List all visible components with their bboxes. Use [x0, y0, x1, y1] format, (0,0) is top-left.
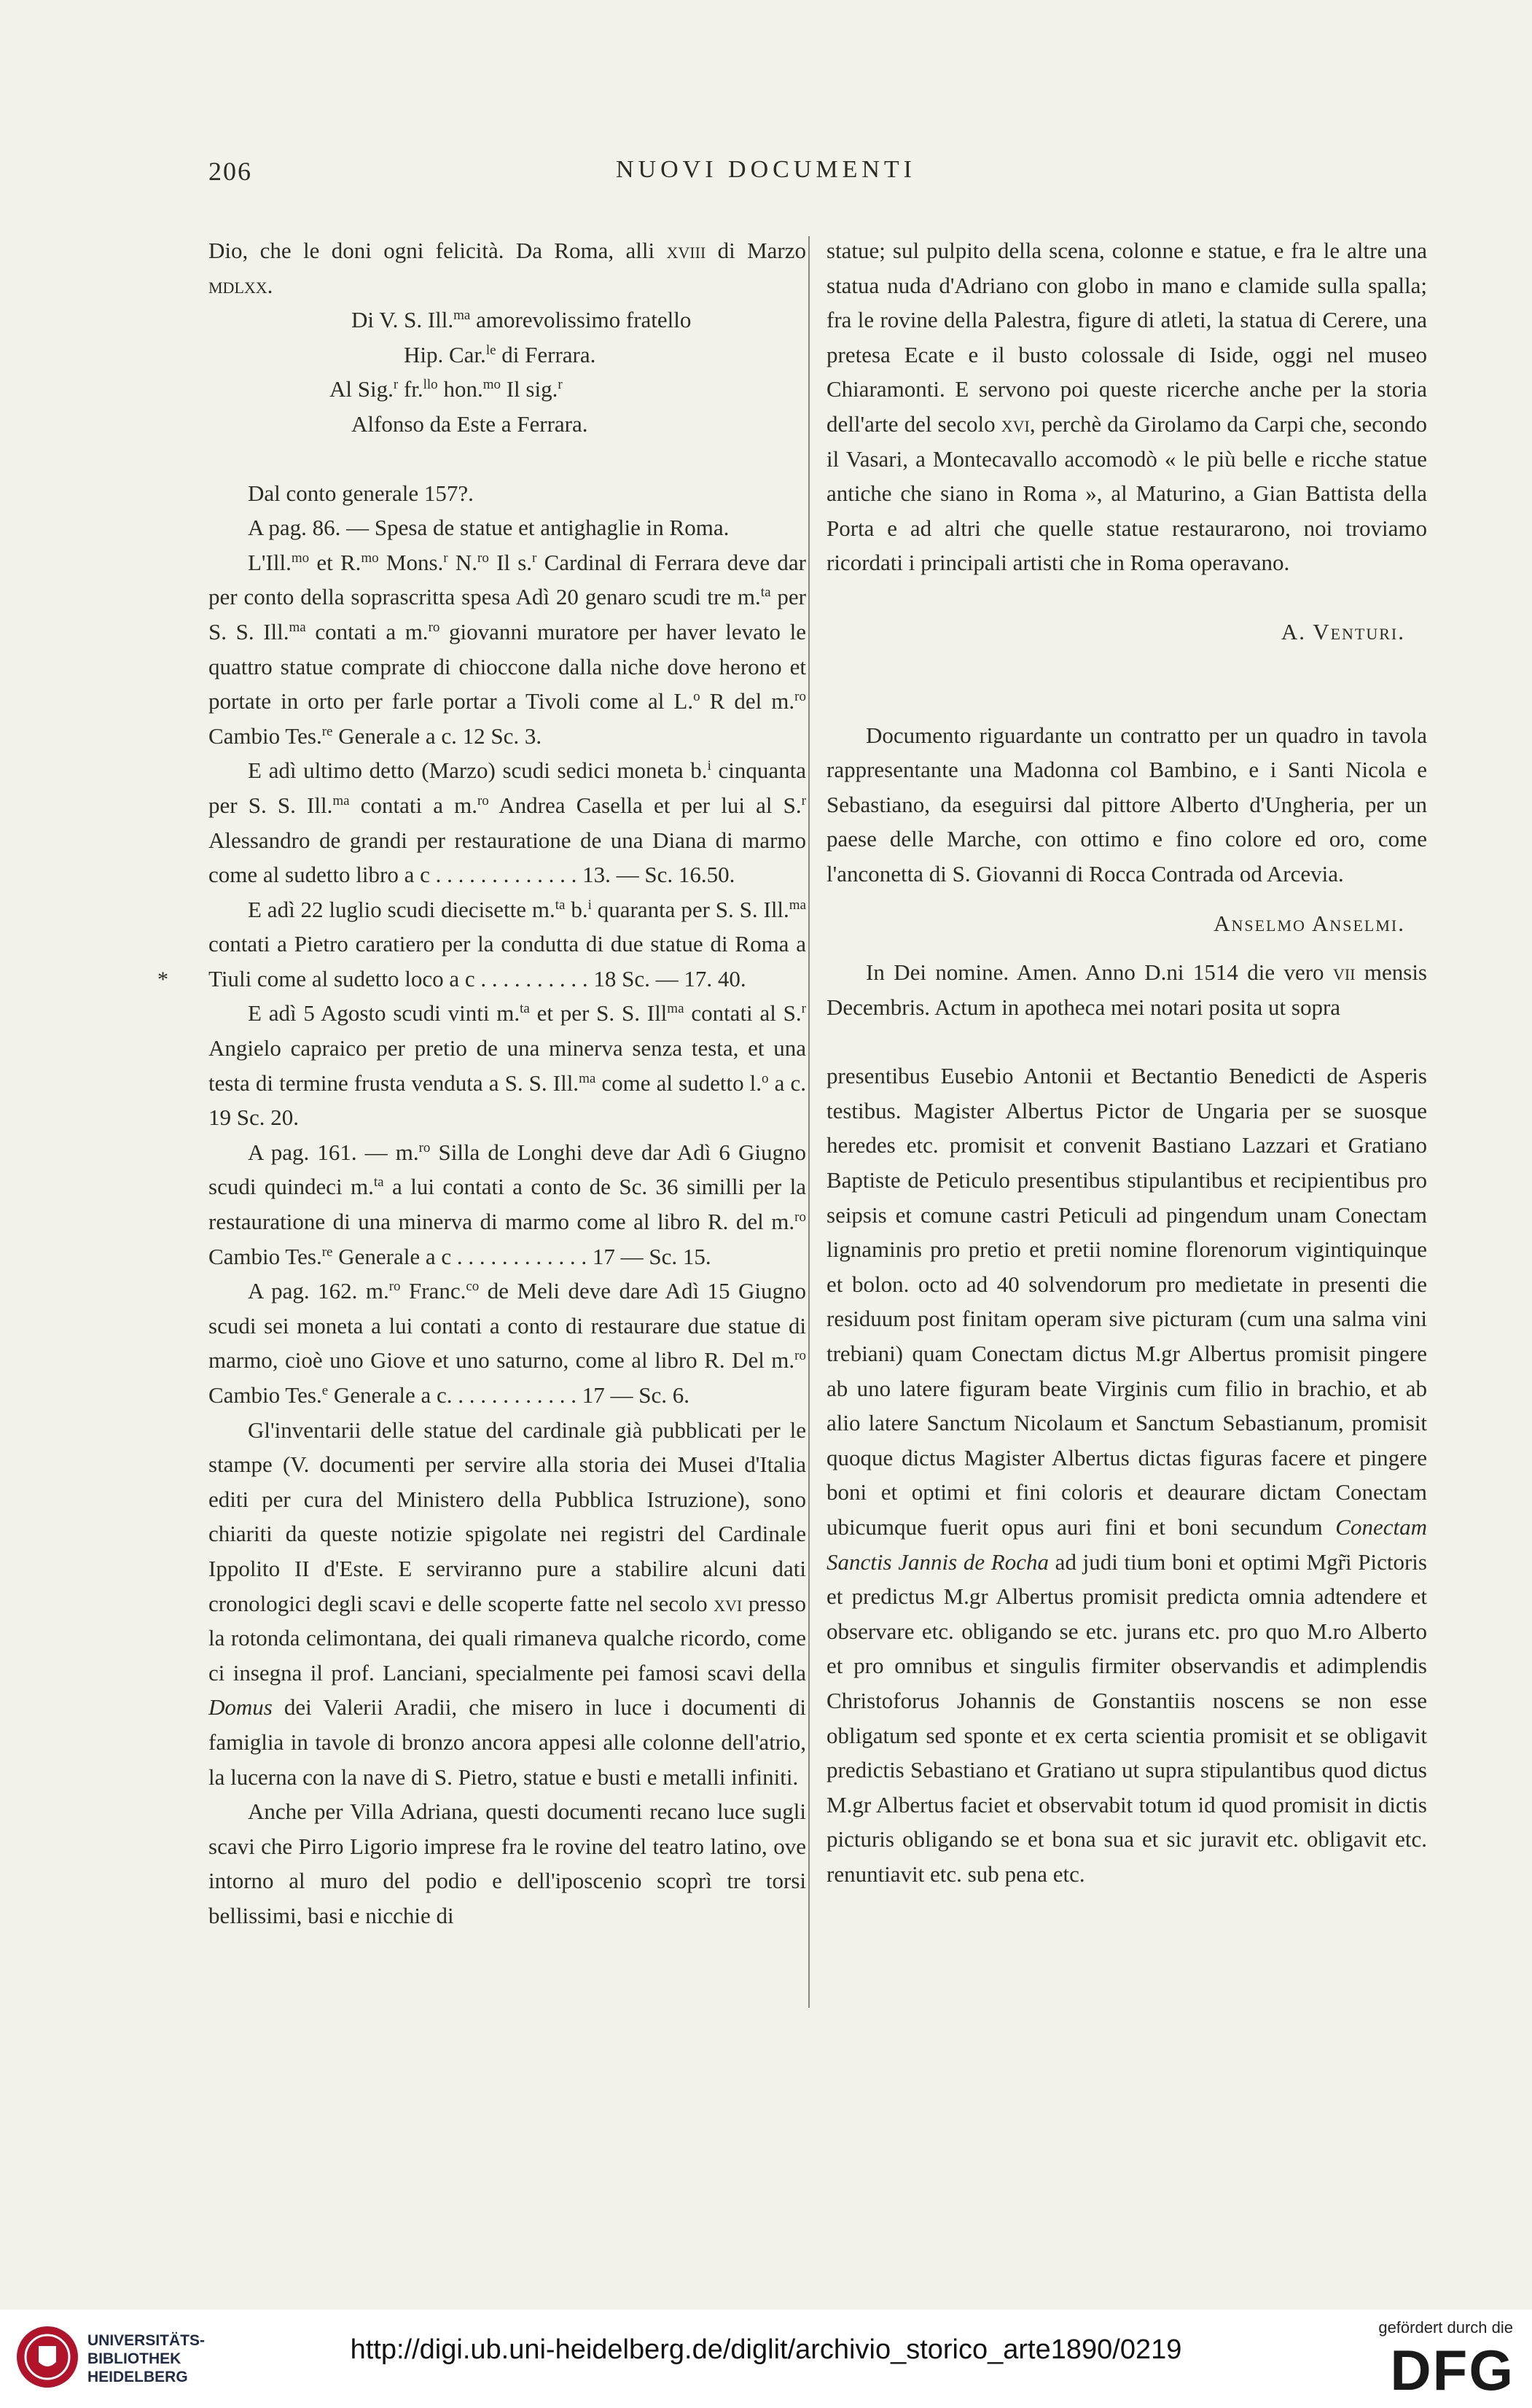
paragraph: Anche per Villa Adriana, questi documenti recano luce sugli scavi che Pirro Ligorio imprese fra le rovine del teatro latino, ove intorno al muro del podio e dell'iposcenio scoprì tre torsi bellissimi, basi e nicchie di: [208, 1799, 806, 1928]
right-column: [826, 233, 1427, 1892]
document-summary: Documento riguardante un contratto per un quadro in tavola rappresentante una Madonna col Bambino, e i Santi Nicola e Sebastiano, da eseguirsi dal pittore Alberto d'Ungheria, per un paese delle Marche, con ottimo e fino colore ed oro, come l'anconetta di S. Giovanni di Rocca Contrada od Arcevia.: [826, 722, 1427, 887]
paragraph: E adì 5 Agosto scudi vinti m.$^{ta}$ et per S. S. Ill$^{ma}$ contati al S.$^r$ Angielo capraico per pretio de una minerva senza testa, et una testa di termine frusta venduta a S. S. Ill.$^{ma}$ come al sudetto l.$^o$ a c. 19 Sc. 20.: [208, 1000, 806, 1131]
institution-name: UNIVERSITÄTS- BIBLIOTHEK HEIDELBERG: [87, 2332, 206, 2385]
column-divider: [808, 236, 810, 2008]
author-signature: A. Venturi.: [1281, 618, 1405, 644]
address-line-2: Alfonso da Este a Ferrara.: [351, 410, 588, 437]
paragraph: L'Ill.$^{mo}$ et R.$^{mo}$ Mons.$^r$ N.$^{ro}$ Il s.$^r$ Cardinal di Ferrara deve dar per conto della soprascritta spesa Adì 20 genaro scudi tre m.$^{ta}$ per S. S. Ill.$^{ma}$ contati a m.$^{ro}$ giovanni muratore per haver levato le quattro statue comprate di chioccone dalla niche dove herono et portate in orto per farle portar a Tivoli come al L.$^o$ R del m.$^{ro}$ Cambio Tes.$^{re}$ Generale a c. 12 Sc. 3.: [208, 549, 806, 749]
paragraph: A pag. 161. — m.$^{ro}$ Silla de Longhi deve dar Adì 6 Giugno scudi quindeci m.$^{ta}$ a lui contati a conto de Sc. 36 similli per la restauratione di una minerva di marmo come al libro R. del m.$^{ro}$ Cambio Tes.$^{re}$ Generale a c . . . . . . . . . . . . 17 — Sc. 15.: [208, 1139, 806, 1269]
paragraph: statue; sul pulpito della scena, colonne e statue, e fra le altre una statua nuda d'Adriano con globo in mano e clamide sulla spalla; fra le rovine della Palestra, figure di atleti, la statua di Cerere, una pretesa Ecate e il busto colossale di Iside, oggi nel museo Chiaramonti. E servono poi queste ricerche anche per la storia dell'arte del secolo xvi, perchè da Girolamo da Carpi che, secondo il Vasari, a Montecavallo accomodò « le più belle e ricche statue antiche che siano in Roma », al Maturino, a Gian Battista della Porta e ad altri che quelle statue restaurarono, noi troviamo ricordati i principali artisti che in Roma operavano.: [826, 238, 1428, 576]
paragraph: In Dei nomine. Amen. Anno D.ni 1514 die vero vii mensis Decembris. Actum in apotheca mei notari posita ut sopra: [826, 959, 1427, 1020]
paragraph: presentibus Eusebio Antonii et Bectantio Benedicti de Asperis testibus. Magister Albertus Pictor de Ungaria per se suosque heredes etc. promisit et convenit Bastiano Lazzari et Gratiano Baptiste de Peticulo presentibus stipulantibus et recipientibus pro seipsis et comune castri Peticuli ad pingendum unam Conectam lignaminis pro pretio et pretii nomine florenorum vigintiquinque et bolon. octo ad 40 solvendorum pro medietate in presenti die residuum post finitam operam sive picturam (cum una salma vini trebiani) quam Conectam dictus M.gr Albertus promisit pingere ab uno latere figuram beate Virginis cum filio in brachio, et ab alio latere Sanctum Nicolaum et Sanctum Sebastianum, promisit quoque dictus Magister Albertus dictas figuras facere et pingere boni et optimi et fini coloris et deaurare dictam Conectam ubicumque fuerit opus auri fini et boni secundum Conectam Sanctis Jannis de Rocha ad judi tium boni et optimi Mgr̃i Pictoris et predictus M.gr Albertus promisit predicta omnia adtendere et observare etc. obligando se etc. jurans etc. pro quo M.ro Alberto et pro omnibus et singulis firmiter observandis et adimplendis Christoforus Johannis de Gonstantiis noscens se non esse obligatum sed sponte et ex certa scientia promisit et se obligavit predictis Sebastiano et Gratiano ut supra stipulantibus quod dictus M.gr Albertus faciet et observabit totum id quod promisit in dictis picturis obligando se et bona sua et sic juravit etc. obligavit etc. renuntiavit etc. sub pena etc.: [826, 1063, 1427, 1887]
paragraph: A pag. 162. m.$^{ro}$ Franc.$^{co}$ de Meli deve dare Adì 15 Giugno scudi sei moneta a lui contati a conto di restaurare due statue di marmo, cioè uno Giove et uno saturno, come al libro R. Del m.$^{ro}$ Cambio Tes.$^e$ Generale a c. . . . . . . . . . . . 17 — Sc. 6.: [208, 1278, 806, 1408]
running-title: NUOVI DOCUMENTI: [615, 156, 917, 183]
paragraph: E adì 22 luglio scudi diecisette m.$^{ta}$ b.$^i$ quaranta per S. S. Ill.$^{ma}$ contati a Pietro caratiero per la condutta di due statue di Roma a Tiuli come al sudetto loco a c . . . . . . . . . . 18 Sc. — 17. 40.: [208, 896, 807, 991]
paragraph: Dal conto generale 157?.: [248, 480, 474, 506]
letter-closing: Dio, che le doni ogni felicità. Da Roma, alli xviii di Marzo mdlxx.: [208, 238, 806, 298]
footer-bar: [0, 2310, 1532, 2408]
margin-mark: *: [157, 967, 168, 991]
left-column: [208, 233, 806, 1933]
paragraph: E adì ultimo detto (Marzo) scudi sedici moneta b.$^i$ cinquanta per S. S. Ill.$^{ma}$ contati a m.$^{ro}$ Andrea Casella et per lui al S.$^r$ Alessandro de grandi per restauratione de una Diana di marmo come al sudetto libro a c . . . . . . . . . . . . . 13. — Sc. 16.50.: [208, 757, 806, 888]
source-url-link[interactable]: http://digi.ub.uni-heidelberg.de/diglit/archivio_storico_arte1890/0219: [350, 2334, 1182, 2365]
address-line-1: Al Sig.$^r$ fr.$^{llo}$ hon.$^{mo}$ Il sig.$^r$: [329, 376, 563, 402]
paragraph: A pag. 86. — Spesa de statue et antighaglie in Roma.: [248, 515, 730, 541]
page-header: [0, 156, 1532, 200]
signature-line-1: Di V. S. Ill.$^{ma}$ amorevolissimo fratello: [351, 307, 692, 333]
funding-note: gefördert durch die: [1378, 2318, 1513, 2337]
paragraph: Gl'inventarii delle statue del cardinale già pubblicati per le stampe (V. documenti per servire alla storia dei Musei d'Italia editi per cura del Ministero della Pubblica Istruzione), sono chiariti da queste notizie spigolate nei registri del Cardinale Ippolito II d'Este. E serviranno pure a stabilire alcuni dati cronologici degli scavi e delle scoperte fatte nel secolo xvi presso la rotonda celimontana, dei quali rimaneva qualche ricordo, come ci insegna il prof. Lanciani, specialmente pei famosi scavi della Domus dei Valerii Aradii, che misero in luce i documenti di famiglia in tavole di bronzo ancora appesi alle colonne dell'atrio, la lucerna con la nave di S. Pietro, statue e busti e metalli infiniti.: [208, 1417, 806, 1790]
dfg-logo: DFG: [1390, 2338, 1515, 2402]
signature-line-2: Hip. Car.$^{le}$ di Ferrara.: [404, 341, 596, 367]
author-signature: Anselmo Anselmi.: [1214, 910, 1405, 936]
page-number: 206: [208, 157, 252, 186]
